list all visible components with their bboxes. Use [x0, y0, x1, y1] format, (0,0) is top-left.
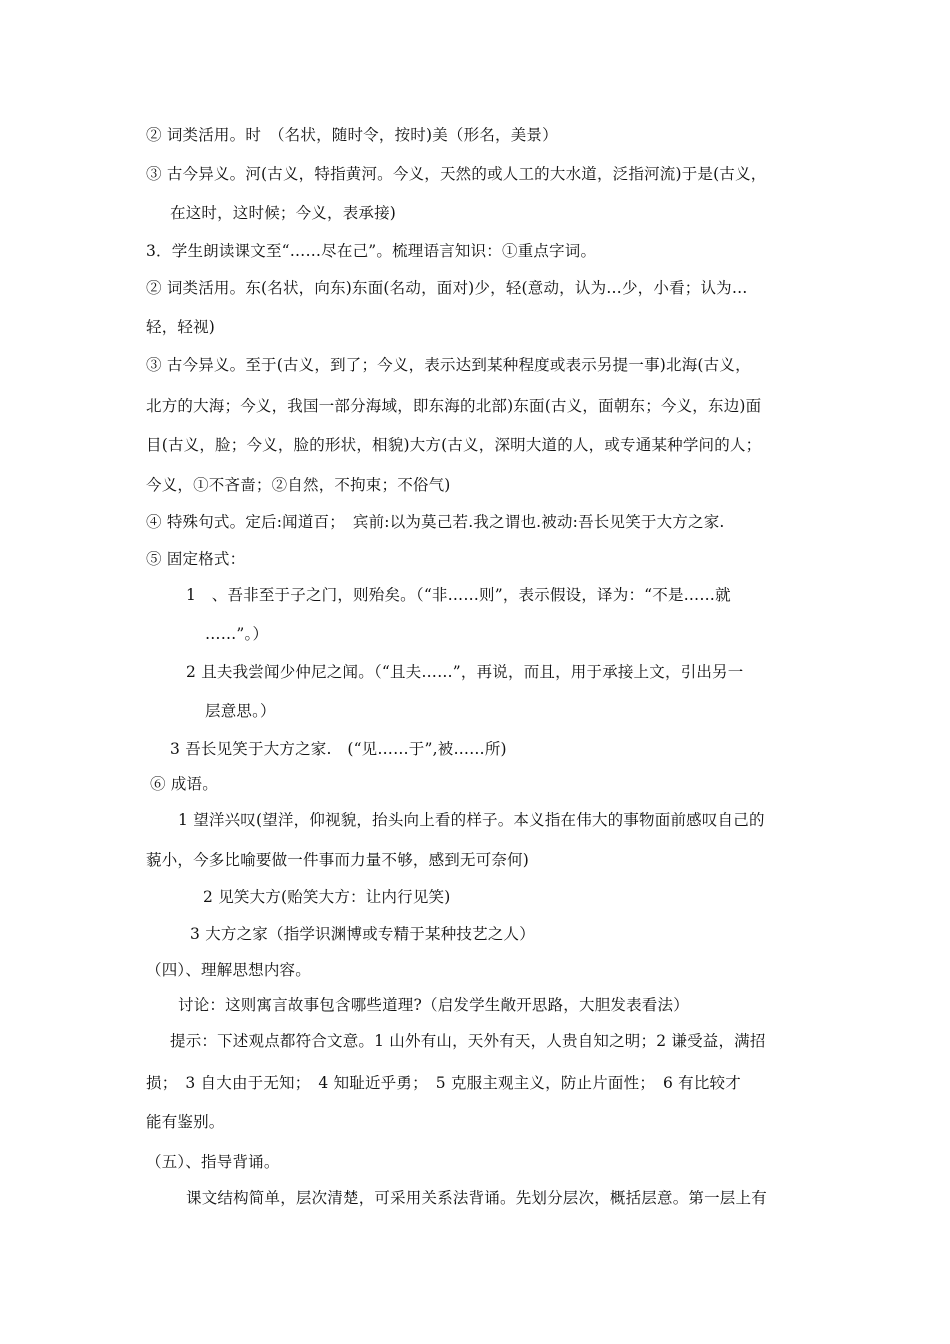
text-line: 课文结构简单，层次清楚，可采用关系法背诵。先划分层次，概括层意。第一层上有: [186, 1189, 767, 1207]
text-line: 能有鉴别。: [146, 1113, 225, 1131]
text-line: ③ 古今异义。河(古义，特指黄河。今义，天然的或人工的大水道，泛指河流)于是(古义，: [146, 165, 767, 183]
text-line: 北方的大海；今义，我国一部分海域，即东海的北部)东面(古义，面朝东；今义，东边)面: [146, 397, 762, 415]
text-line: （五）、指导背诵。: [146, 1153, 280, 1171]
text-line: 藐小，今多比喻要做一件事而力量不够，感到无可奈何): [146, 851, 530, 869]
text-line: 今义，①不吝啬；②自然，不拘束；不俗气): [146, 476, 451, 494]
text-line: ② 词类活用。时 （名状，随时令，按时)美（形名，美景）: [146, 126, 558, 144]
text-line: 3．学生朗读课文至“……尽在己”。梳理语言知识：①重点字词。: [146, 242, 597, 260]
text-line: 轻，轻视): [146, 318, 216, 336]
text-line: 层意思。）: [205, 702, 276, 720]
text-line: 1 、吾非至于子之门，则殆矣。（“非……则”，表示假设，译为：“不是……就: [186, 586, 731, 604]
text-line: 讨论：这则寓言故事包含哪些道理?（启发学生敞开思路，大胆发表看法）: [178, 996, 689, 1014]
text-line: ④ 特殊句式。定后:闻道百； 宾前:以为莫己若.我之谓也.被动:吾长见笑于大方之家.: [146, 513, 725, 531]
text-line: 3 吾长见笑于大方之家. (“见……于”,被……所): [170, 740, 507, 758]
text-line: ② 词类活用。东(名状，向东)东面(名动，面对)少，轻(意动，认为…少，小看；认为…: [146, 279, 748, 297]
text-line: 3 大方之家（指学识渊博或专精于某种技艺之人）: [190, 925, 535, 943]
text-line: 2 见笑大方(贻笑大方：让内行见笑): [203, 888, 451, 906]
text-line: 1 望洋兴叹(望洋，仰视貌，抬头向上看的样子。本义指在伟大的事物面前感叹自己的: [178, 811, 765, 829]
text-line: ⑥ 成语。: [150, 775, 218, 793]
text-line: 损； 3 自大由于无知； 4 知耻近乎勇； 5 克服主观主义，防止片面性； 6 有比较才: [146, 1074, 741, 1092]
text-line: （四）、理解思想内容。: [146, 961, 311, 979]
text-line: 目(古义，脸；今义，脸的形状，相貌)大方(古义，深明大道的人，或专通某种学问的人；: [146, 436, 762, 454]
text-line: 在这时，这时候；今义，表承接): [170, 204, 397, 222]
text-line: ⑤ 固定格式：: [146, 550, 246, 568]
text-line: 2 且夫我尝闻少仲尼之闻。（“且夫……”，再说，而且，用于承接上文，引出另一: [186, 663, 744, 681]
text-line: ③ 古今异义。至于(古义，到了；今义，表示达到某种程度或表示另提一事)北海(古义，: [146, 356, 751, 374]
text-line: 提示：下述观点都符合文意。1 山外有山，天外有天，人贵自知之明；2 谦受益，满招: [170, 1032, 766, 1050]
text-line: ……”。）: [205, 625, 269, 643]
